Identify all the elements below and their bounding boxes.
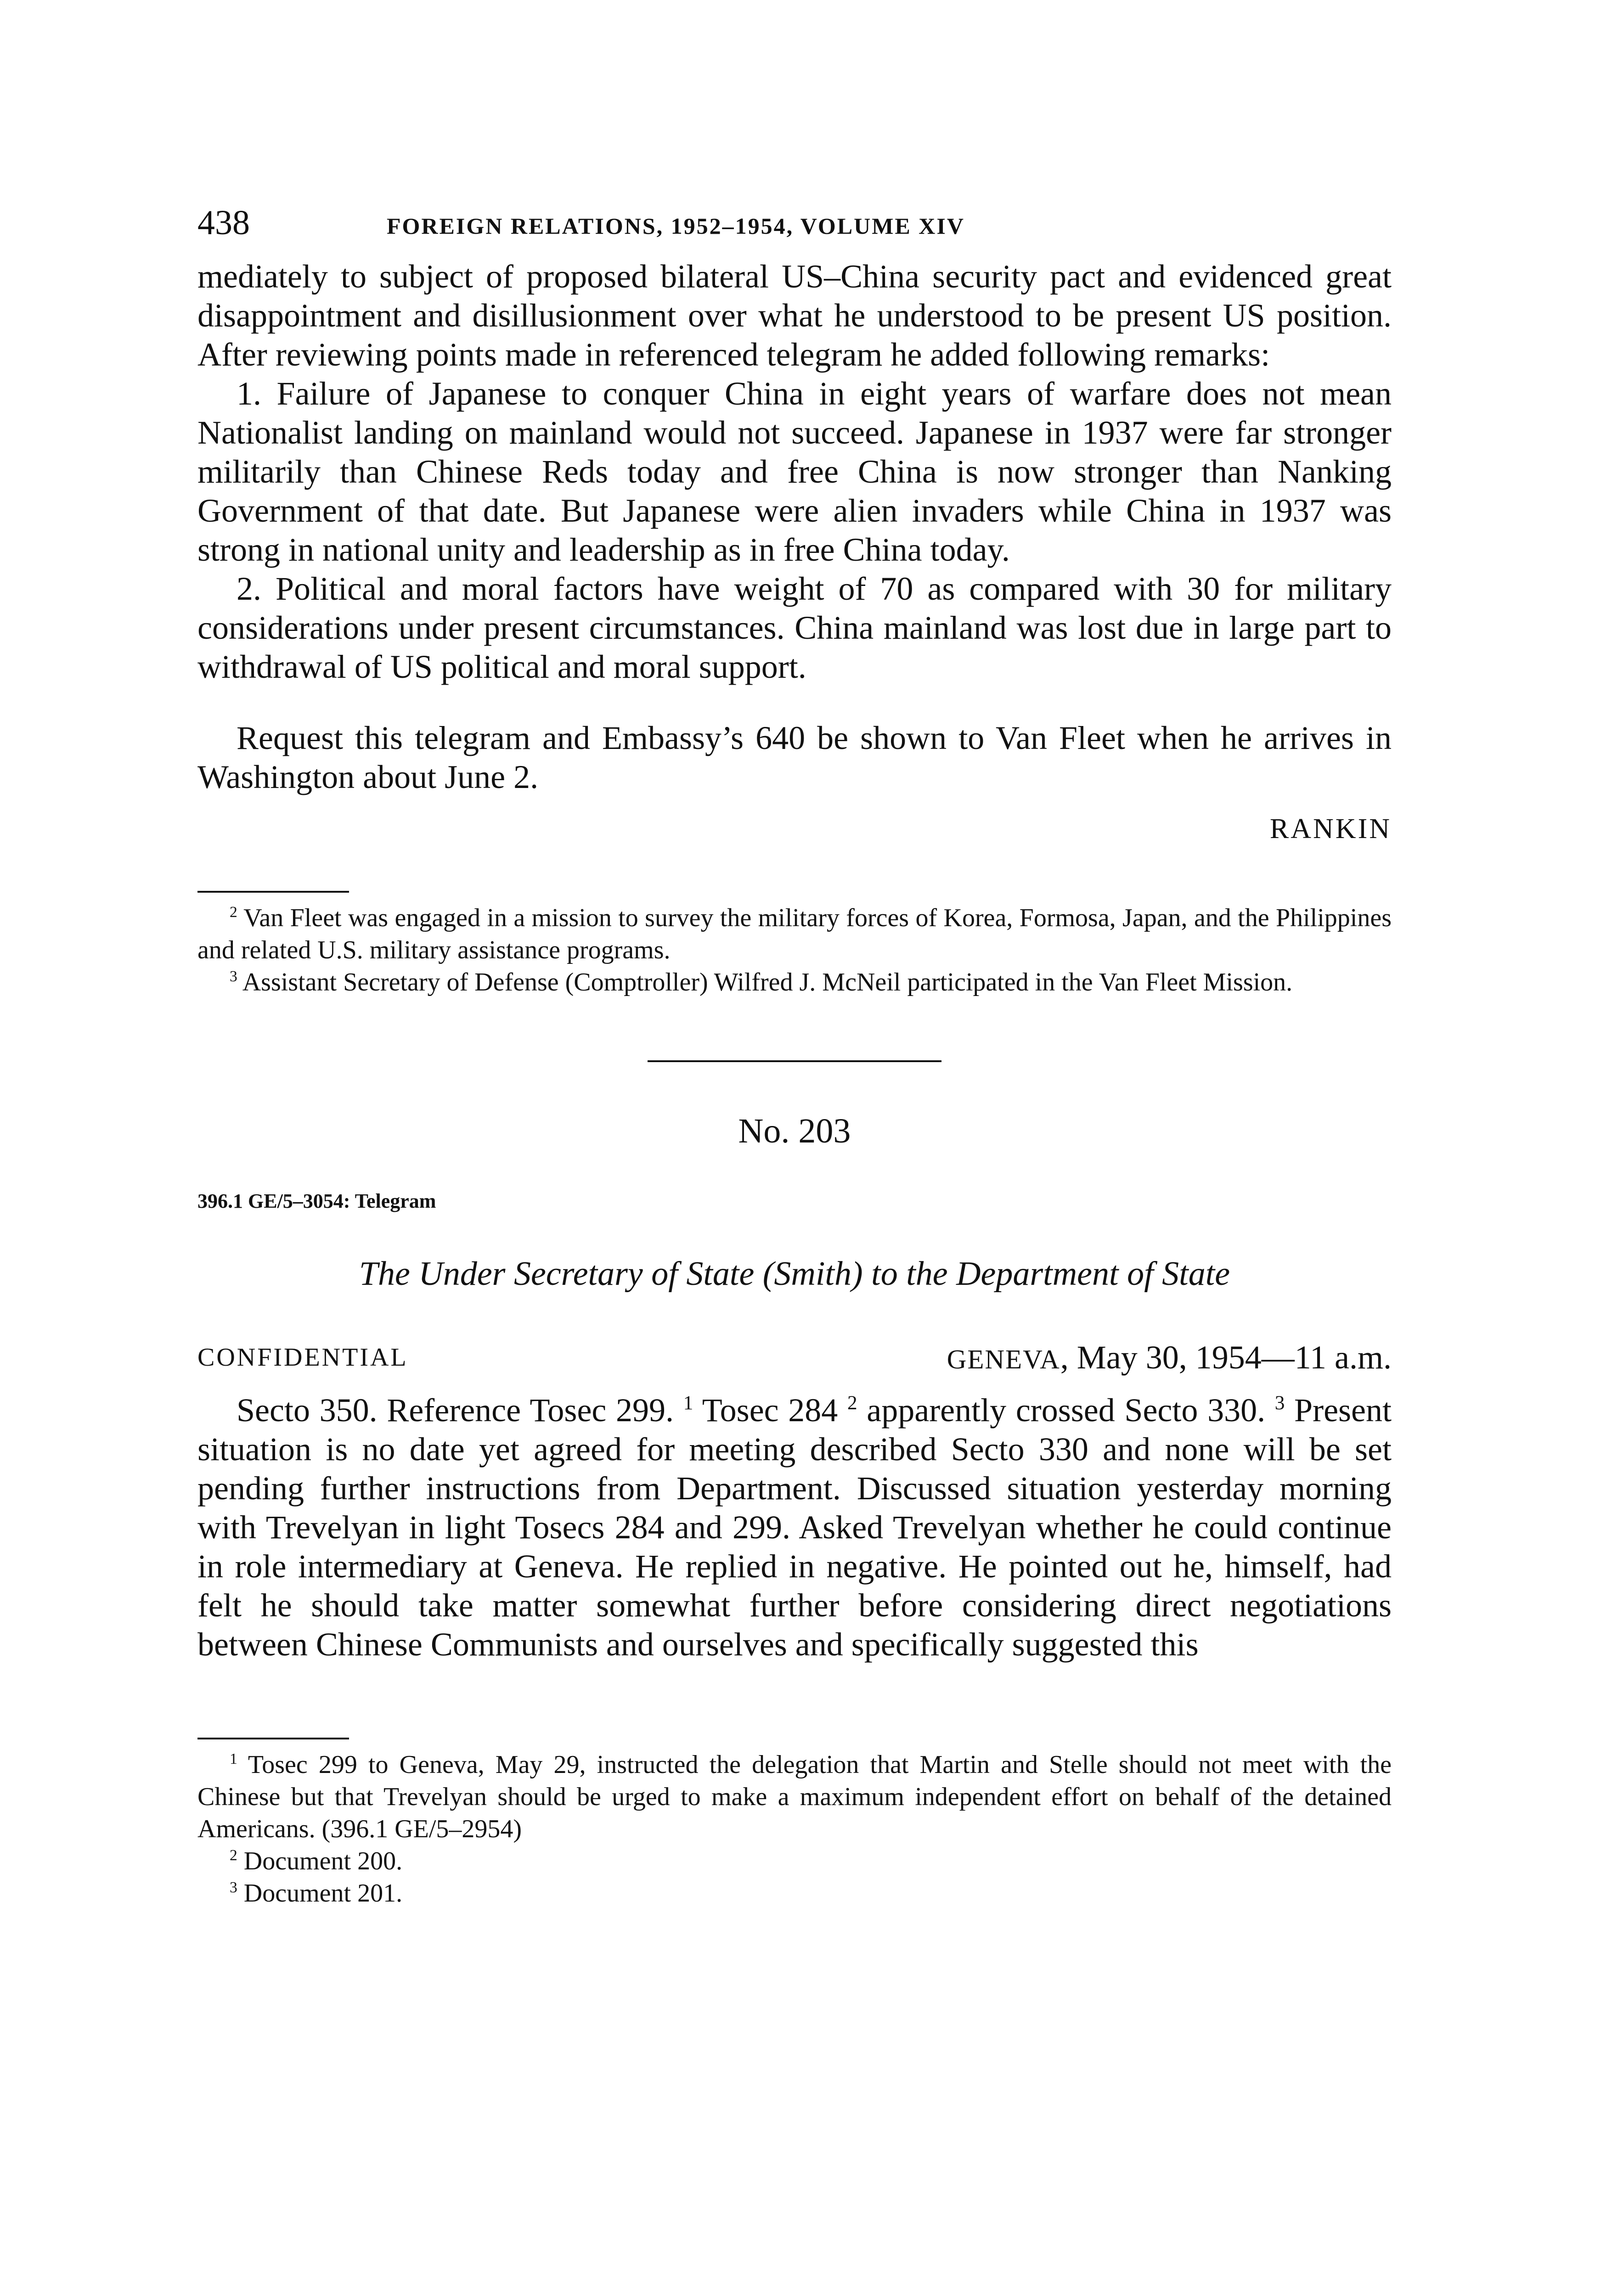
footnote-3-top (197, 966, 1392, 998)
running-head (197, 202, 1392, 257)
dateline-date: , May 30, 1954—11 a.m. (1060, 1339, 1392, 1376)
footnote-text: Document 201. (243, 1879, 403, 1908)
footnote-text: Document 200. (243, 1847, 403, 1875)
document-number: No. 203 (738, 1112, 851, 1150)
dateline (947, 1338, 1392, 1379)
body-segment: Tosec 284 (693, 1392, 847, 1429)
footnote-marker: 2 (230, 1846, 237, 1864)
document-title: The Under Secretary of State (Smith) to the Department of State (359, 1255, 1230, 1293)
footnote-rule (197, 891, 349, 893)
footnote-ref-2: 2 (847, 1392, 857, 1414)
section-divider (648, 1060, 941, 1062)
classification-label: CONFIDENTIAL (197, 1343, 408, 1372)
page-number: 438 (197, 203, 250, 242)
footnote-text: Van Fleet was engaged in a mission to survey the military forces of Korea, Formosa, Japan, and the Philippines and related U.S. military assistance programs. (197, 904, 1392, 964)
footnote-marker: 2 (230, 903, 237, 921)
footnote-2-top (197, 902, 1392, 966)
telegram-body (197, 1391, 1392, 1664)
body-segment: apparently crossed Secto 330. (857, 1392, 1275, 1429)
dateline-row (197, 1338, 1392, 1379)
footnote-3-bottom (197, 1877, 1392, 1909)
continued-paragraph: mediately to subject of proposed bilateral US–China security pact and evidenced great disappointment and disillusionment over what he understood to be present US position. After reviewing points made in referenced telegram he added following remarks: (197, 258, 1392, 373)
footnote-rule (197, 1738, 349, 1739)
numbered-remarks (197, 374, 1392, 687)
footnote-marker: 3 (230, 1879, 237, 1896)
footnotes-bottom (197, 1738, 1392, 1909)
footnote-ref-3: 3 (1274, 1392, 1285, 1414)
body-segment: Present situation is no date yet agreed for meeting described Secto 330 and none will be set pending further instructions from Department. Discussed situation yesterday morning with Trevelyan in light Tosecs 284 and 299. Asked Trevelyan whether he could continue in role intermediary at Geneva. He replied in negative. He pointed out he, himself, had felt he should take matter somewhat further before considering direct negotiations between Chinese Communists and ourselves and specifically suggested this (197, 1392, 1392, 1663)
footnote-2-bottom (197, 1845, 1392, 1877)
running-title: FOREIGN RELATIONS, 1952–1954, VOLUME XIV (387, 213, 965, 239)
footnote-text: Tosec 299 to Geneva, May 29, instructed the delegation that Martin and Stelle should not meet with the Chinese but that Trevelyan should be urged to make a maximum independent effort on behalf of the detained Americans. (396.1 GE/5–2954) (197, 1750, 1392, 1843)
footnote-text: Assistant Secretary of Defense (Comptroller) Wilfred J. McNeil participated in the Van Fleet Mission. (242, 968, 1293, 996)
remark-1: 1. Failure of Japanese to conquer China in eight years of warfare does not mean Nationalist landing on mainland would not succeed. Japanese in 1937 were far stronger militarily than Chinese Reds today and free China is now stronger than Nanking Government of that date. But Japanese were alien invaders while China in 1937 was strong in national unity and leadership as in free China today. (197, 375, 1392, 568)
remark-2: 2. Political and moral factors have weight of 70 as compared with 30 for military considerations under present circumstances. China mainland was lost due in large part to withdrawal of US political and moral support. (197, 570, 1392, 685)
document-page (197, 202, 1392, 1909)
dateline-place: GENEVA (947, 1344, 1060, 1374)
footnote-marker: 1 (230, 1750, 237, 1767)
footnote-marker: 3 (230, 968, 237, 985)
signature: RANKIN (1269, 813, 1392, 844)
footnote-ref-1: 1 (683, 1392, 693, 1414)
body-segment: Secto 350. Reference Tosec 299. (237, 1392, 683, 1429)
footnote-1-bottom (197, 1749, 1392, 1845)
request-paragraph: Request this telegram and Embassy’s 640 be shown to Van Fleet when he arrives in Washington about June 2. (197, 720, 1392, 795)
file-reference: 396.1 GE/5–3054: Telegram (197, 1190, 436, 1212)
